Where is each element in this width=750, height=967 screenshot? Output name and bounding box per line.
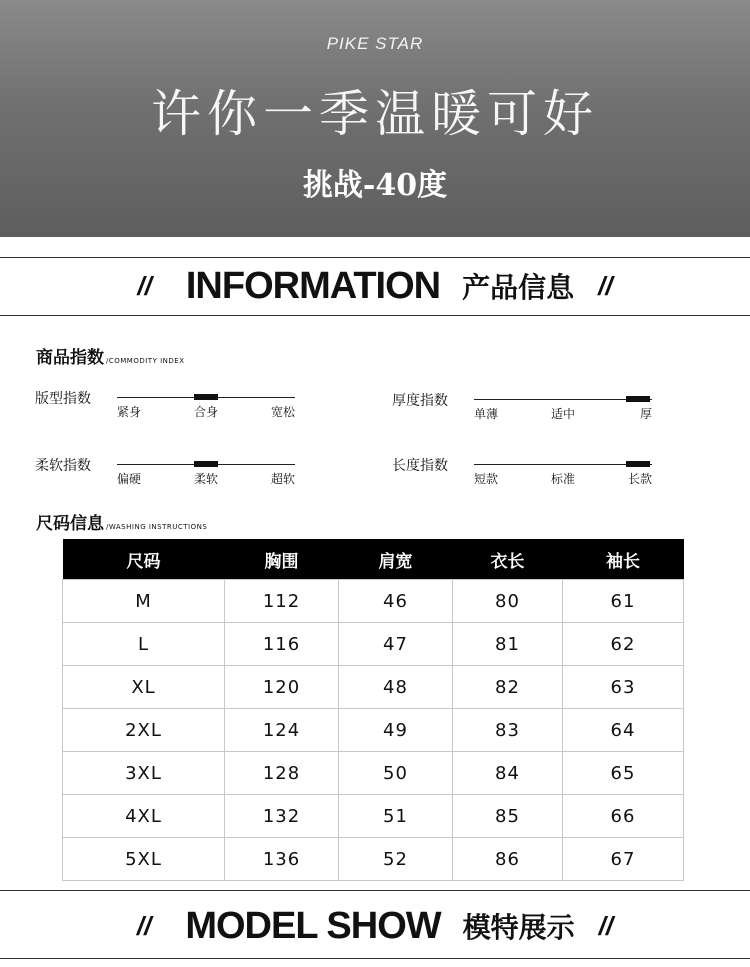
table-cell: 86	[453, 838, 563, 881]
table-row	[63, 795, 684, 838]
table-row	[63, 580, 684, 623]
scale-marker	[194, 394, 218, 400]
table-cell: 51	[339, 795, 453, 838]
information-title-zh: 产品信息	[462, 271, 575, 304]
divider	[0, 315, 750, 316]
table-cell: 49	[339, 709, 453, 752]
index-label: 长度指数	[392, 458, 448, 474]
table-cell: 124	[225, 709, 339, 752]
table-cell: 3XL	[63, 752, 225, 795]
table-cell: 63	[563, 666, 684, 709]
column-header-sleeve: 袖长	[563, 539, 684, 580]
scale-option: 偏硬	[117, 472, 142, 486]
table-cell: 62	[563, 623, 684, 666]
table-cell: 116	[225, 623, 339, 666]
scale-option: 合身	[193, 405, 219, 419]
commodity-index-subtitle: /COMMODITY INDEX	[106, 357, 185, 365]
hero-subtitle: 挑战-40度	[302, 168, 448, 203]
table-cell: 66	[563, 795, 684, 838]
table-cell: 128	[225, 752, 339, 795]
table-cell: 81	[453, 623, 563, 666]
scale-option: 适中	[550, 407, 576, 421]
table-row	[63, 623, 684, 666]
index-fit	[35, 388, 355, 424]
table-cell: 65	[563, 752, 684, 795]
table-cell: 2XL	[63, 709, 225, 752]
hero-banner	[0, 0, 750, 237]
model-show-title-en: MODEL SHOW	[185, 904, 441, 947]
scale-option: 短款	[474, 472, 499, 486]
information-heading	[0, 258, 750, 314]
heading-slash: //	[598, 910, 614, 941]
table-row	[63, 709, 684, 752]
index-label: 厚度指数	[392, 393, 448, 409]
table-cell: 61	[563, 580, 684, 623]
scale-option: 柔软	[193, 472, 219, 486]
heading-slash: //	[136, 910, 152, 941]
table-cell: 50	[339, 752, 453, 795]
column-header-size: 尺码	[63, 539, 225, 580]
table-cell: 64	[563, 709, 684, 752]
column-header-shoulder: 肩宽	[339, 539, 453, 580]
scale-option: 单薄	[474, 407, 499, 421]
index-scale	[117, 394, 295, 424]
size-info-subtitle: /WASHING INSTRUCTIONS	[106, 523, 208, 531]
commodity-index-title: 商品指数	[36, 348, 104, 368]
table-cell: 48	[339, 666, 453, 709]
divider	[0, 958, 750, 959]
scale-marker	[194, 461, 218, 467]
index-scale	[474, 461, 652, 491]
table-cell: XL	[63, 666, 225, 709]
scale-marker	[626, 461, 650, 467]
index-length	[392, 455, 712, 491]
table-cell: 85	[453, 795, 563, 838]
index-scale	[117, 461, 295, 491]
table-cell: 80	[453, 580, 563, 623]
table-cell: 47	[339, 623, 453, 666]
index-softness	[35, 455, 355, 491]
table-cell: 136	[225, 838, 339, 881]
size-table	[62, 539, 684, 881]
column-header-length: 衣长	[453, 539, 563, 580]
size-info-title: 尺码信息	[36, 514, 104, 534]
hero-title: 许你一季温暖可好	[151, 85, 599, 143]
scale-option: 宽松	[270, 405, 295, 419]
information-title-en: INFORMATION	[185, 264, 441, 307]
model-show-title-zh: 模特展示	[462, 911, 575, 944]
brand-name: PIKE STAR	[326, 34, 424, 53]
index-thickness	[392, 390, 712, 426]
heading-slash: //	[137, 270, 152, 301]
table-cell: 132	[225, 795, 339, 838]
table-cell: 67	[563, 838, 684, 881]
size-info-heading	[36, 509, 207, 534]
table-cell: 52	[339, 838, 453, 881]
index-label: 柔软指数	[35, 458, 91, 474]
table-cell: 112	[225, 580, 339, 623]
table-cell: 46	[339, 580, 453, 623]
scale-option: 超软	[270, 472, 295, 486]
table-cell: 120	[225, 666, 339, 709]
table-row	[63, 752, 684, 795]
table-cell: 84	[453, 752, 563, 795]
index-label: 版型指数	[35, 391, 91, 407]
heading-slash: //	[598, 270, 613, 301]
table-row	[63, 838, 684, 881]
commodity-index-heading	[36, 343, 185, 368]
table-cell: 5XL	[63, 838, 225, 881]
table-cell: 4XL	[63, 795, 225, 838]
table-cell: M	[63, 580, 225, 623]
table-cell: 83	[453, 709, 563, 752]
scale-option: 长款	[627, 472, 652, 486]
table-cell: L	[63, 623, 225, 666]
table-cell: 82	[453, 666, 563, 709]
model-show-heading	[0, 898, 750, 954]
scale-marker	[626, 396, 650, 402]
column-header-chest: 胸围	[225, 539, 339, 580]
divider	[0, 890, 750, 891]
scale-option: 标准	[550, 472, 576, 486]
index-scale	[474, 396, 652, 426]
scale-option: 厚	[639, 407, 652, 421]
table-header-row	[63, 539, 684, 580]
scale-option: 紧身	[117, 405, 142, 419]
table-row	[63, 666, 684, 709]
